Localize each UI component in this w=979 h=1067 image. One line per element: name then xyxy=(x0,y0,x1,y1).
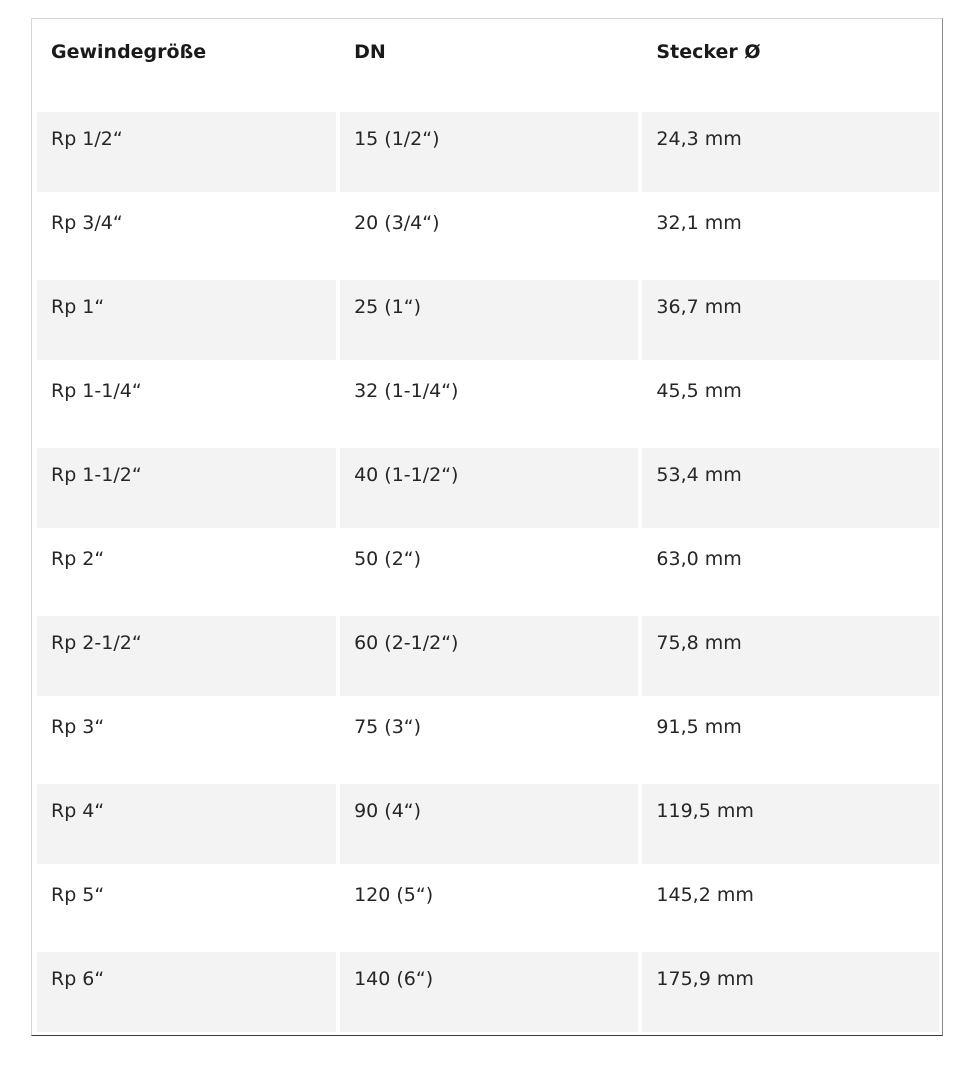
table-header-row xyxy=(37,24,939,108)
cell-plug-diameter: 36,7 mm xyxy=(642,280,939,360)
table-row xyxy=(37,952,939,1032)
table-row xyxy=(37,532,939,612)
table-row xyxy=(37,112,939,192)
cell-thread-size: Rp 1“ xyxy=(37,280,336,360)
table-row xyxy=(37,280,939,360)
cell-dn: 75 (3“) xyxy=(340,700,638,780)
cell-plug-diameter: 75,8 mm xyxy=(642,616,939,696)
cell-plug-diameter: 63,0 mm xyxy=(642,532,939,612)
cell-thread-size: Rp 3/4“ xyxy=(37,196,336,276)
thread-size-table xyxy=(33,20,943,1036)
table-row xyxy=(37,700,939,780)
cell-dn: 25 (1“) xyxy=(340,280,638,360)
cell-dn: 90 (4“) xyxy=(340,784,638,864)
cell-thread-size: Rp 6“ xyxy=(37,952,336,1032)
cell-plug-diameter: 119,5 mm xyxy=(642,784,939,864)
cell-plug-diameter: 91,5 mm xyxy=(642,700,939,780)
cell-dn: 40 (1-1/2“) xyxy=(340,448,638,528)
cell-plug-diameter: 32,1 mm xyxy=(642,196,939,276)
cell-dn: 140 (6“) xyxy=(340,952,638,1032)
cell-thread-size: Rp 2-1/2“ xyxy=(37,616,336,696)
cell-dn: 60 (2-1/2“) xyxy=(340,616,638,696)
cell-thread-size: Rp 3“ xyxy=(37,700,336,780)
cell-dn: 32 (1-1/4“) xyxy=(340,364,638,444)
cell-plug-diameter: 175,9 mm xyxy=(642,952,939,1032)
cell-dn: 120 (5“) xyxy=(340,868,638,948)
cell-plug-diameter: 45,5 mm xyxy=(642,364,939,444)
table-row xyxy=(37,448,939,528)
cell-thread-size: Rp 4“ xyxy=(37,784,336,864)
cell-dn: 50 (2“) xyxy=(340,532,638,612)
cell-plug-diameter: 53,4 mm xyxy=(642,448,939,528)
cell-plug-diameter: 145,2 mm xyxy=(642,868,939,948)
cell-thread-size: Rp 1/2“ xyxy=(37,112,336,192)
table-row xyxy=(37,868,939,948)
cell-thread-size: Rp 1-1/2“ xyxy=(37,448,336,528)
cell-plug-diameter: 24,3 mm xyxy=(642,112,939,192)
cell-thread-size: Rp 5“ xyxy=(37,868,336,948)
table-row xyxy=(37,784,939,864)
header-dn: DN xyxy=(340,24,638,108)
table-row xyxy=(37,196,939,276)
thread-size-table-frame xyxy=(31,18,943,1036)
header-thread-size: Gewindegröße xyxy=(37,24,336,108)
cell-dn: 15 (1/2“) xyxy=(340,112,638,192)
cell-thread-size: Rp 1-1/4“ xyxy=(37,364,336,444)
cell-thread-size: Rp 2“ xyxy=(37,532,336,612)
cell-dn: 20 (3/4“) xyxy=(340,196,638,276)
table-row xyxy=(37,616,939,696)
header-plug-diameter: Stecker Ø xyxy=(642,24,939,108)
table-row xyxy=(37,364,939,444)
